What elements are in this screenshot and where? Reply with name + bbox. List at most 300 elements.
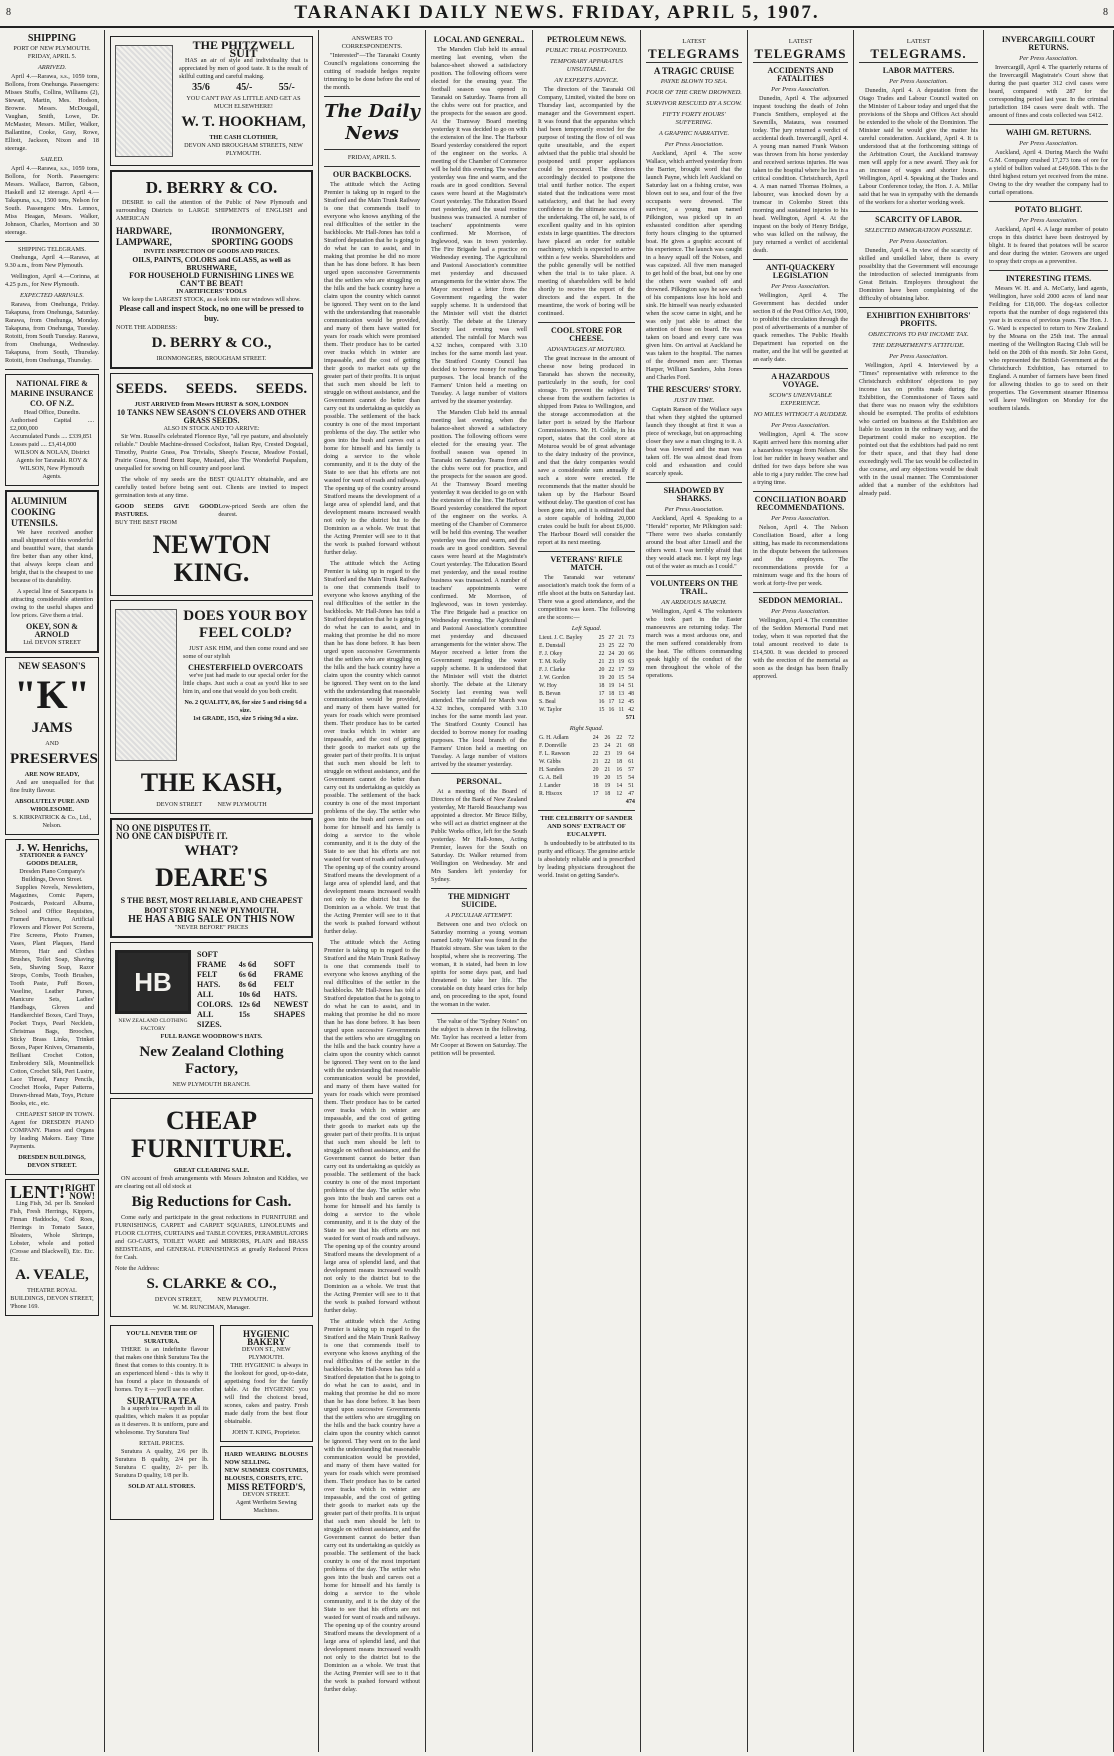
telegrams-heading: TELEGRAMS (647, 46, 741, 61)
shooter-name: W. Hoy (539, 683, 557, 689)
score-cell: 20 (592, 767, 599, 773)
deare-never: "NEVER BEFORE" PRICES (174, 924, 249, 931)
score-row (538, 766, 635, 774)
potato-text: Auckland, April 4. A large number of potato crops in this district have been destroyed by blight. It is feared that potatoes will be scarce and dear during the winter. Growers are urged to spray their crops as a preventive. (989, 226, 1108, 265)
sailed-text: April 4.—Rarawa, s.s., 1059 tons, Bollons, for North. Passengers: Messrs. Wallace, Barron, Gibson, Haskell and 12 steerage. April 4.—Takapuna, s.s., 1500 tons, Nelson for South. Passengers: Mrs. Lennox, Miss Heagan, Messrs. Walker, Johnson, Charles, Morrison and 30 steerage. (5, 165, 99, 236)
score-row (538, 758, 635, 766)
berry-invite: INVITE INSPECTION OF GOODS AND PRICES. (143, 248, 280, 255)
answers-text: "Interested"—The Taranaki County Council's regulations concerning the cutting of roadside hedges require trimming to be done before the end of the month. (324, 52, 420, 91)
shark-assoc: Per Press Association. (664, 506, 724, 513)
immigration-text: Dunedin, April 4. In view of the scarcity of skilled and unskilled labor, there is every possibility that the Government will encourage the introduction of selected immigrants from Great Britain. Employers throughout the Dominion have been complaining of the difficulty of obtaining labor. (859, 247, 978, 302)
hygienic-address: DEVON ST., NEW PLYMOUTH. (241, 1346, 291, 1361)
exhibition-text: Wellington, April 4. Interviewed by a "Times" representative with reference to the Christchurch exhibitors' objections to pay income tax on profits made during the Exhibition, the Commissioner of Taxes said that there was no reason why the exhibitors should be exempted. The profits of exhibitors who carried on business at the Exhibition are liable to taxation in the ordinary way, and the Department could make no exception. He pointed out that the exhibitors had paid no rent for their space, and that they had done exceedingly well. The tax would be collected in due course, and any objections would be dealt with in the usual manner. The Commissioner added that a number of the exhibitors had already paid. (859, 362, 978, 497)
kash-name: THE KASH, (140, 768, 283, 797)
shooter-name: Lieut. J. C. Bayley (539, 635, 583, 641)
score-cell: 22 (608, 667, 615, 673)
shooter-name: G. A. Bell (539, 775, 563, 781)
veterans-right-squad: Right Squad. (569, 725, 604, 732)
furniture-sale: GREAT CLEARING SALE. (173, 1167, 250, 1174)
hazardous-assoc: Per Press Association. (771, 422, 830, 429)
score-cell: 18 (592, 783, 599, 789)
leader-date: FRIDAY, APRIL 5. (347, 154, 397, 161)
score-cell: 12 (616, 791, 623, 797)
score-cell: 70 (628, 643, 634, 649)
personal-heading: PERSONAL. (456, 777, 502, 786)
score-row (538, 774, 635, 782)
score-cell: 22 (604, 759, 611, 765)
hb-price-5: 12s 6d (238, 1000, 261, 1009)
shooter-name: G. H. Adlam (539, 735, 569, 741)
scores-table-right (538, 734, 635, 798)
hb-caption: NEW ZEALAND CLOTHING FACTORY (118, 1018, 188, 1032)
berry-line-3: LAMPWARE, (116, 237, 172, 247)
immigration-assoc: Per Press Association. (889, 238, 948, 245)
exhibition-heading: EXHIBITION EXHIBITORS' PROFITS. (866, 311, 971, 328)
labor-heading: LABOR MATTERS. (882, 66, 955, 75)
phitzwell-ad (110, 36, 313, 166)
score-cell: 18 (598, 683, 605, 689)
exhibition-sub: OBJECTIONS TO PAY INCOME TAX. (868, 331, 969, 338)
immigration-heading: SELECTED IMMIGRATION POSSIBLE. (864, 227, 973, 234)
clarke-manager: W. M. RUNCIMAN, Manager. (173, 1304, 250, 1311)
score-cell: 11 (618, 707, 625, 713)
national-capital: Authorised Capital .... £2,000,000 (10, 417, 94, 432)
score-row (538, 682, 635, 690)
suratura-prices: Suratura A quality, 2/6 per lb. Suratura B quality, 2/4 per lb. Suratura C quality, 2/- per lb. Suratura D quality, 1/8 per lb. (115, 1448, 209, 1479)
waihi-text: Auckland, April 4. During March the Waihi G.M. Company crushed 17,273 tons of ore for a yield of bullion valued at £49,608. This is the third highest return yet received from the mine. Owing to the dry weather the company had to curtail operations. (989, 149, 1108, 196)
score-cell: 12 (618, 699, 625, 705)
score-row (538, 634, 635, 642)
score-cell: 20 (604, 775, 611, 781)
cool-store-text: The great increase in the amount of cheese now being produced in Taranaki has shown the necessity, particularly in the south, for cool storage. To prevent the subject of cheese from the southern factories is shipped from Patea to Wellington, and the storage accommodation at the latter port is seized by the Harbour Commissioners. Mr. H. Coldie, in his report, states that the cool store at Moturoa would be of great advantage to the dairy industry of the province, and that the dairy companies would save a considerable sum annually if such a store were erected. He recommends that the matter should be taken up by the Harbour Board without delay. The question of cost has been gone into, and it is estimated that a store capable of holding 20,000 crates could be built for about £6,000. The Harbour Board will consider the report at its next meeting. (538, 355, 635, 546)
phitzwell-text: HAS an air of style and individuality that is appreciated by men of good taste. It is the result of skilful cutting and careful making. (179, 57, 308, 80)
score-row (538, 742, 635, 750)
score-row (538, 790, 635, 798)
hb-price-2: 6s 6d (238, 970, 257, 979)
kash-quality-1: 1st GRADE, 15/3, size 5 rising 9d a size. (192, 715, 298, 722)
leader-heading: OUR BACKBLOCKS. (332, 170, 412, 179)
k-new-season: NEW SEASON'S (18, 661, 86, 671)
latest-label-3: LATEST (906, 38, 931, 45)
anti-quackery-heading: ANTI-QUACKERY LEGISLATION (765, 263, 836, 280)
hb-left-text: SOFT FRAME FELT HATS. ALL COLORS. ALL SIZES. (197, 950, 233, 1029)
score-cell: 63 (628, 659, 634, 665)
labor-text: Dunedin, April 4. A deputation from the Otago Trades and Labour Council waited on the Minister of Labour today and urged that the provisions of the Shops and Offices Act should be extended to the whole of the Dominion. The Minister said he would give the matter his careful consideration. Auckland, April 4. It is understood that at the forthcoming sittings of the Arbitration Court, the Auckland tramway men will apply for a new award. They ask for an increase of wages and shorter hours. Wellington, April 4. Speaking at the Trades and Labour Conference today, the Hon. J. A. Millar said that he was in sympathy with the demands of the workers for a shorter working week. (859, 87, 978, 206)
score-cell: 19 (608, 683, 615, 689)
berry-tools: IN ARTIFICERS' TOOLS (176, 288, 247, 295)
nz-clothing-name: New Zealand Clothing Factory, (139, 1044, 284, 1077)
retford-new: NEW SUMMER COSTUMES, BLOUSES, CORSETS, ETC. (224, 1467, 308, 1482)
k-preserves: PRESERVES (10, 751, 98, 767)
interesting-text: Messrs W. H. and A. McCarty, land agents, Wellington, have sold 2000 acres of land near Feilding for £18,000. The dog-tax collector reports that the number of dogs registered this year is in excess of previous years. The Hon. J. G. Ward is expected to return to New Zealand by the Moana on the 25th inst. The annual meeting of the Wellington Racing Club will be held on the 20th of this month. Sir John Gorst, who represented the British Government at the Christchurch Exhibition, has returned to England. A number of farmers have been fined for allowing thistles to go to seed on their properties. The Government steamer Hinemoa will leave Wellington on Monday for the southern islands. (989, 285, 1108, 412)
k-letter: "K" (14, 672, 90, 717)
column-2 (105, 30, 319, 1752)
hygienic-signature: JOHN T. KING, Proprietor. (231, 1429, 301, 1436)
expected-text: Rarawa, from Onehunga, Friday. Takapuna, from Onehunga, Saturday. Rarawa, from Onehunga, Monday. Takapuna, from Onehunga, Tuesday. Rotoiti, from South Tuesday. Rarawa, from Onehunga, Wednesday. Takapuna, from South, Thursday. Rotoiti, from Onehunga, Thursday. (5, 301, 99, 364)
page-number-right: 8 (1103, 7, 1108, 18)
column-3 (319, 30, 426, 1752)
score-cell: 22 (618, 643, 625, 649)
invercargill-text: Invercargill, April 4. The quarterly returns of the Invercargill Magistrate's Court show that during the past quarter 312 civil cases were heard, compared with 287 for the corresponding period last year. In the criminal jurisdiction 184 cases were dealt with. The amount of fines and costs collected was £412. (989, 64, 1108, 119)
hb-price-4: 10s 6d (238, 990, 261, 999)
accidents-assoc: Per Press Association. (771, 86, 830, 93)
score-cell: 24 (604, 743, 611, 749)
exhibition-sub-2: THE DEPARTMENT'S ATTITUDE. (872, 342, 965, 349)
cruise-sub-3: SURVIVOR RESCUED BY A SCOW. (646, 100, 742, 107)
berry-line-2: IRONMONGERY, (211, 226, 285, 236)
phitzwell-prices (179, 84, 308, 92)
k-text: And are unequalled for that fine fruity flavour. (10, 779, 94, 794)
petroleum-sub-1: PUBLIC TRIAL POSTPONED. (545, 47, 628, 54)
score-cell: 25 (598, 635, 605, 641)
hazardous-heading: A HAZARDOUS VOYAGE. (771, 372, 830, 389)
conciliation-text: Nelson, April 4. The Nelson Conciliation Board, after a long sitting, has made its recommendations in the dispute between the tailoresses and the employers. The recommendations provide for a minimum wage and fix the hours of work at forty-five per week. (753, 524, 848, 587)
hb-price-3: 8s 6d (238, 980, 257, 989)
furniture-ad (110, 1098, 313, 1317)
cruise-sub-5: A GRAPHIC NARRATIVE. (658, 130, 730, 137)
score-cell: 19 (618, 659, 625, 665)
midnight-heading: THE MIDNIGHT SUICIDE. (447, 892, 510, 909)
score-cell: 51 (628, 683, 634, 689)
kash-coat: CHESTERFIELD OVERCOATS (188, 663, 303, 672)
clarke-address: DEVON STREET, NEW PLYMOUTH. (154, 1296, 269, 1303)
national-agents: WILSON & NOLAN, District Agents for Taranaki. ROY & WILSON, New Plymouth Agents. (14, 449, 90, 480)
seeds-also: ALSO IN STOCK AND TO ARRIVE: (163, 425, 260, 432)
furniture-note: Note the Address: (115, 1265, 160, 1272)
suratura-text: THERE is an indefinite flavour that makes one think Suratura Tea the finest that comes to this country. It is an experienced blend - this is why it has found a place in thousands of homes. Try it — you'll use no other. (115, 1346, 209, 1393)
aluminium-title: ALUMINIUM COOKING UTENSILS. (11, 496, 67, 528)
hygienic-text: THE HYGIENIC is always in the lookout for good, up-to-date, appetising food for the family table. At the HYGIENIC you will find the choicest bread, scones, cakes and pastry. Fresh made daily from the best flour obtainable. (224, 1362, 308, 1425)
hb-full: FULL RANGE WOODROW'S HATS. (160, 1033, 263, 1040)
seddon-assoc: Per Press Association. (771, 608, 830, 615)
score-cell: 23 (608, 659, 615, 665)
deare-ad (110, 818, 313, 938)
cruise-text: Auckland, April 4. The scow Wallace, which arrived yesterday from the Barrier, brought word that the launch Payne, which left Auckland on Saturday last on a fishing cruise, was blown out to sea, and four of the five occupants were drowned. The survivor, a young man named Pilkington, was picked up in an exhausted condition after spending forty hours clinging to the upturned boat. He gives a graphic account of his experience. The launch was caught in a heavy squall off the Noises, and was capsized. All five men managed to get hold of the boat, but one by one the others were washed off and drowned. Pilkington says he saw each of his companions lose his hold and sink. He himself was nearly exhausted when the scow came in sight, and he was only just able to attract the attention of those on board. He was taken on board and every care was given him. On arrival at Auckland he was taken to the hospital. The names of the drowned men are: Thomas Harper, William Sanders, John Jones and Charles Ford. (646, 150, 742, 381)
k-ready: ARE NOW READY, (24, 771, 80, 778)
hb-price-6: 15s (238, 1010, 250, 1019)
shooter-name: R. Hiscox (539, 791, 563, 797)
hb-logo: HB (115, 950, 191, 1014)
score-cell: 15 (618, 675, 625, 681)
deare-sale: HE HAS A BIG SALE ON THIS NOW (128, 914, 295, 925)
score-row (538, 650, 635, 658)
price-1: 35/6 (192, 82, 210, 93)
invercargill-assoc: Per Press Association. (1019, 55, 1078, 62)
shooter-name: J. W. Gordon (539, 675, 570, 681)
score-row (538, 698, 635, 706)
arrived2-text: Onehunga, April 4.—Rarawa, at 9.30 a.m., from New Plymouth. (5, 254, 99, 269)
score-row (538, 642, 635, 650)
veale-phone: 'Phone 169. (10, 1303, 39, 1310)
column-6 (641, 30, 748, 1752)
deare-name: DEARE'S (155, 863, 268, 892)
suratura-never: YOU'LL NEVER THE OF SURATURA. (126, 1330, 198, 1345)
cruise-sub-2: FOUR OF THE CREW DROWNED. (646, 89, 742, 96)
suratura-title: SURATURA TEA (127, 1396, 197, 1406)
suratura-sold: SOLD AT ALL STORES. (128, 1483, 196, 1490)
score-row (538, 706, 635, 714)
seeds-arrived: JUST ARRIVED from Messrs HURST & SON, LONDON (134, 401, 289, 408)
shark-heading: SHADOWED BY SHARKS. (663, 486, 725, 503)
veale-ad (5, 1179, 99, 1316)
deare-what: WHAT? (184, 843, 239, 859)
henrichs-sub: STATIONER & FANCY GOODS DEALER, (19, 852, 85, 867)
score-cell: 25 (608, 643, 615, 649)
seddon-text: Wellington, April 4. The committee of the Seddon Memorial Fund met today, when it was reported that the total amount received to date is £14,500. It was decided to proceed with the erection of the memorial as soon as the design has been finally approved. (753, 617, 848, 680)
cruise-sub-1: PAYNE BLOWN TO SEA. (660, 78, 728, 85)
k-jams: JAMS (31, 720, 73, 736)
score-cell: 14 (618, 683, 625, 689)
interesting-heading: INTERESTING ITEMS. (1005, 274, 1092, 283)
midnight-sub: A PECULIAR ATTEMPT. (445, 912, 513, 919)
national-losses: Losses paid .... £3,414,000 (10, 441, 77, 448)
local-heading: LOCAL AND GENERAL. (433, 35, 525, 44)
rescue-text: Captain Ranson of the Wallace says that when they sighted the upturned launch they thought at first it was a piece of wreckage, but on approaching closer they saw a man clinging to it. A boat was lowered and the man was taken off. He was almost dead from cold and exhaustion and could scarcely speak. (646, 406, 742, 477)
score-cell: 45 (628, 699, 634, 705)
anti-quackery-assoc: Per Press Association. (771, 283, 830, 290)
berry-name: D. BERRY & CO. (145, 178, 278, 197)
okey-name: OKEY, SON & ARNOLD (26, 622, 78, 639)
aluminium-ad (5, 490, 99, 653)
cruise-assoc: Per Press Association. (664, 141, 724, 148)
sailed2-text: Wellington, April 4.—Corinna, at 4.25 p.m., for New Plymouth. (5, 273, 99, 288)
score-cell: 73 (628, 635, 634, 641)
score-cell: 22 (616, 735, 623, 741)
score-cell: 57 (628, 767, 634, 773)
hazardous-sub: SCOW'S UNENVIABLE EXPERIENCE. (769, 392, 832, 407)
kash-quality-2: No. 2 QUALITY, 8/6, for size 5 and rising 6d a size. (184, 699, 307, 714)
notes-text: The value of the "Sydney Notes" on the subject is shown in the following. Mr. Taylor has received a letter from Mr Cooper at Bowen on Saturday. The petition will be presented. (431, 1018, 527, 1057)
henrichs-text: Supplies Novels, Newsletters, Magazines, Comic Papers, Postcards, Postcard Albums, School and Office Requisites, Framed Pictures, Artificial Flowers and Flower Pot Screens, Fire Screens, Photo Frames, Vases, Plant Plaques, Hand Mirrors, Hair and Clothes Brushes, Toilet Soap, Shaving Sets, Shaving Soap, Razor Strops, Combs, Tooth Brushes, Tooth Paste, Puff Boxes, Vaseline, Leather Purses, Manicure Sets, Ladies' Handbags, Gloves and Handkerchief Boxes, Card Trays, Pocket Trays, Pearl Necklets, Christmas Bags, Brooches, Sticky Brass Links, Trinket Boxes, Paper Knives, Ornaments, Brilliant Crochet Cotton, Embroidery Silk, Mountmellick Cotton, Crochet Silk, Peri Lustre, Lace Thread, Fancy Pencils, Crochet Hooks, Paper Patterns, Drawn-thread Mats, Toys, Picture Books, etc., etc. (10, 884, 94, 1107)
score-cell: 68 (628, 743, 634, 749)
kash-question: DOES YOUR BOY FEEL COLD? (183, 608, 308, 641)
seeds-best: The whole of my seeds are the BEST QUALITY obtainable, and are carefully tested before being sent out. Clients are invited to inspect germination tests at any time. (115, 476, 308, 499)
daily-news-logo: The Daily News (324, 101, 420, 144)
telegrams-heading-3: TELEGRAMS. (870, 46, 967, 61)
column-7 (748, 30, 854, 1752)
seddon-heading: SEDDON MEMORIAL. (758, 596, 843, 605)
personal-text: At a meeting of the Board of Directors of the Bank of New Zealand yesterday, Mr Harold Beauchamp was appointed a director. Mr Bruce Bilby, who will act as district engineer at the Public Works office, left for the South yesterday. Mr Hall-Jones, Acting Premier, leaves for the South on Saturday. Dr. Walker returned from Wellington on Wednesday. Mr and Mrs Sanders left yesterday for Sydney. (431, 788, 527, 883)
berry-oils: OILS, PAINTS, COLORS and GLASS, as well as BRUSHWARE, (132, 255, 291, 272)
aluminium-text: We have received another small shipment of this wonderful and beautiful ware, that stands fire better than any other kind, that always keeps clean and bright, that is the cheapest to use because of its durability. (11, 529, 93, 584)
kash-address: DEVON STREET NEW PLYMOUTH (156, 801, 267, 808)
seeds-tons: 10 TANKS NEW SEASON'S CLOVERS AND OTHER GRASS SEEDS. (117, 408, 306, 425)
score-cell: 20 (598, 667, 605, 673)
shooter-name: F. Domville (539, 743, 567, 749)
veterans-heading: VETERANS' RIFLE MATCH. (550, 555, 623, 572)
national-insurance-ad (5, 374, 99, 486)
telegrams-heading-2: TELEGRAMS (754, 46, 847, 61)
score-cell: 23 (598, 643, 605, 649)
port-heading: PORT OF NEW PLYMOUTH. (13, 45, 91, 52)
veterans-text: The Taranaki war veterans' association's match took the form of a rifle shoot at the butts on Saturday last. There was a good attendance, and the competition was keen. The following are the scores:— (538, 574, 635, 621)
rescue-sub: JUST IN TIME. (673, 397, 715, 404)
latest-label: LATEST (682, 38, 706, 45)
score-cell: 20 (618, 651, 625, 657)
shipping-title: SHIPPING (27, 33, 77, 44)
seeds-low: Low-priced Seeds are often the dearest. (218, 503, 308, 518)
score-cell: 51 (628, 783, 634, 789)
veale-address: THEATRE ROYAL BUILDINGS, DEVON STREET, (10, 1287, 94, 1302)
henrichs-name: J. W. Henrichs, (16, 842, 88, 854)
volunteers-heading: VOLUNTEERS ON THE TRAIL. (650, 579, 738, 596)
shooter-name: F. L. Rawson (539, 751, 570, 757)
score-cell: 24 (608, 651, 615, 657)
hb-hats-ad (110, 942, 313, 1094)
aluminium-special: A special line of Saucepans is attracting considerable attention owing to the useful shapes and low prices. Give them a trial. (11, 588, 93, 619)
score-cell: 26 (604, 735, 611, 741)
column-9 (984, 30, 1114, 1752)
veale-name: A. VEALE, (15, 1267, 89, 1283)
national-title: NATIONAL FIRE & MARINE INSURANCE CO. OF N.Z. (10, 379, 94, 408)
cruise-sub-4: FIFTY FORTY HOURS' SUFFERING. (662, 111, 726, 126)
score-cell: 59 (628, 667, 634, 673)
score-cell: 16 (608, 707, 615, 713)
score-cell: 48 (628, 691, 634, 697)
conciliation-heading: CONCILIATION BOARD RECOMMENDATIONS. (754, 495, 847, 512)
column-4 (426, 30, 533, 1752)
suratura-ad (110, 1325, 214, 1520)
price-3: 55/- (278, 82, 295, 93)
cool-store-sub: ADVANTAGES AT MOTURO. (547, 346, 626, 353)
k-maker: S. KIRKPATRICK & Co., Ltd., Nelson. (12, 814, 92, 829)
score-row (538, 734, 635, 742)
hookham-sub: THE CASH CLOTHIER, (209, 134, 278, 141)
berry-house: FOR HOUSEHOLD FURNISHING LINES WE CAN'T BE BEAT! (129, 271, 294, 288)
hb-price-1: 4s 6d (238, 960, 257, 969)
score-row (538, 690, 635, 698)
shooter-name: F. J. Clarke (539, 667, 566, 673)
score-cell: 13 (618, 691, 625, 697)
score-cell: 27 (608, 635, 615, 641)
kash-text2: we've just had made to our special order for the little chaps. Just such a coat as you'd like to see him in, and one that would do you both credit. (183, 672, 308, 695)
berry-footer-sub: IRONMONGERS, BROUGHAM STREET. (156, 355, 267, 362)
score-cell: 20 (608, 675, 615, 681)
price-2: 45/- (236, 82, 253, 93)
shooter-name: T. M. Kelly (539, 659, 566, 665)
shipping-date: FRIDAY, APRIL 5. (27, 53, 77, 60)
score-cell: 64 (628, 751, 634, 757)
shooter-name: J. Lander (539, 783, 561, 789)
score-row (538, 782, 635, 790)
newspaper-title: TARANAKI DAILY NEWS. FRIDAY, APRIL 5, 1907. (294, 2, 820, 23)
berry-ad (110, 170, 313, 369)
k-jams-ad (5, 657, 99, 835)
deare-line-2: NO ONE CAN DISPUTE IT. (116, 831, 228, 841)
score-cell: 19 (604, 783, 611, 789)
volunteers-sub: AN ARDUOUS MARCH. (661, 599, 727, 606)
score-cell: 21 (592, 759, 599, 765)
veterans-left-squad: Left Squad. (571, 625, 602, 632)
lent-heading: LENT! (10, 1182, 66, 1202)
column-5 (533, 30, 641, 1752)
kash-text: JUST ASK HIM, and then come round and see some of our stylish (183, 645, 308, 660)
score-cell: 18 (616, 759, 623, 765)
deare-text: S THE BEST, MOST RELIABLE, AND CHEAPEST BOOT STORE IN NEW PLYMOUTH. (120, 896, 303, 915)
score-cell: 16 (616, 767, 623, 773)
score-cell: 17 (598, 691, 605, 697)
newton-king-name: NEWTON KING. (152, 530, 271, 587)
potato-assoc: Per Press Association. (1019, 217, 1078, 224)
berry-footer: D. BERRY & CO., (151, 335, 272, 351)
retford-ad (220, 1446, 314, 1520)
furniture-text: ON account of fresh arrangements with Messrs Johnston and Kiddies, we are clearing out all old stock at (115, 1175, 308, 1190)
invercargill-heading: INVERCARGILL COURT RETURNS. (1001, 35, 1096, 52)
score-cell: 16 (598, 699, 605, 705)
score-cell: 19 (598, 675, 605, 681)
nz-clothing-branch: NEW PLYMOUTH BRANCH. (172, 1081, 251, 1088)
score-cell: 66 (628, 651, 634, 657)
henrichs-footer: DRESDEN BUILDINGS, DEVON STREET. (18, 1154, 86, 1169)
berry-note: NOTE THE ADDRESS: (116, 324, 178, 331)
retford-agent: Agent Wertheim Sewing Machines. (235, 1499, 297, 1514)
petroleum-text: The directors of the Taranaki Oil Company, Limited, visited the bore on Thursday last, accompanied by the manager and the Government expert. It was found that the apparatus which had been temporarily erected for the purpose of testing the flow of oil was quite unsuitable, and the expert advised that the public trial should be postponed until proper appliances could be procured. The directors accordingly decided to postpone the trial until further notice. The expert stated that the indications were most satisfactory, and that he had every confidence in the ultimate success of the undertaking. The oil, he said, is of excellent quality and in his opinion exists in large quantities. The directors have placed an order for suitable machinery, which is expected to arrive within a few weeks. Shareholders and the public generally will be notified when the trial is to take place. A meeting of shareholders will be held shortly to receive the report of the directors and the expert. In the meantime, the work of boring will be continued. (538, 86, 635, 317)
volunteers-text: Wellington, April 4. The volunteers who took part in the Easter manoeuvres are returning today. The march was a most arduous one, and the men suffered considerably from the heat. The officers commanding speak highly of the conduct of the men throughout the whole of the operations. (646, 608, 742, 679)
shooter-name: E. Dunstall (539, 643, 566, 649)
midnight-text: Between one and two o'clock on Saturday morning a young woman named Lotty Walker was found in the Huatoki stream. She was taken to the hospital, where she is recovering. The woman, it is stated, had been in low spirits for some days past, and had threatened to take her life. The constable on duty heard cries for help and, on proceeding to the spot, found the woman in the water. (431, 921, 527, 1008)
score-cell: 24 (592, 735, 599, 741)
leader-text-3: The attitude which the Acting Premier is taking up in regard to the Stratford and the Main Trunk Railway is one that commends itself to everyone who knows anything of the real difficulties of the settler in the backblocks. Mr Hall-Jones has told a Stratford deputation that he is going to do what he can to assist, and in making that promise he did no more than he has done before. It has been urged upon successive Governments that the settlers who are struggling on the hills and the back country have a claim upon the country which cannot be ignored. They went on to the land with the understanding that reasonable communication would be provided, and many of them have waited for years for roads which were promised them. Their produce has to be carted over tracks which in winter are impassable, and the cost of getting their goods to market eats up the greater part of their profits. It is unjust that such men should be left to struggle on without assistance, and the Government cannot do better than carry out its undertaking as quickly as possible. The settlement of the back country is one of the most important problems of the day. The settler who goes into the bush and carves out a home for himself and his family is doing a service to the whole community, and it is the duty of the State to see that his efforts are not wasted for want of roads and railways. The opening up of the country around Stratford means the development of a large area of splendid land, and that development means increased wealth not only to the district but to the Dominion as a whole. We trust that the Acting Premier will see to it that the work is pushed forward without further delay. (324, 939, 420, 1314)
score-row (538, 658, 635, 666)
local-text: The Marsden Club held its annual meeting last evening, when the balance-sheet showed a satisfactory position. The following officers were elected for the ensuing year. The football season was opened in Taranaki on Saturday. Teams from all the clubs were out for practice, and the prospects for the season are good. At the Tramway Board meeting yesterday it was decided to go on with the extension of the line. The Harbour Board yesterday considered the report of the engineer on the works. A meeting of the Chamber of Commerce will be held this evening. The weather yesterday was fine and warm, and the roads are in good condition. Several cases were heard at the Magistrate's Court yesterday. The Education Board met yesterday, and the usual routine business was transacted. A number of teachers' appointments were confirmed. Mr Morrison, of Inglewood, was in town yesterday. The Fire Brigade had a practice on Wednesday evening. The Agricultural and Pastoral Association's committee met yesterday and discussed arrangements for the winter show. The Mayor received a letter from the Government regarding the water supply scheme. It is understood that the Minister will visit the district shortly. The debate at the Literary Society last evening was well attended. The rainfall for March was 4.32 inches, compared with 3.10 inches for the same month last year. The Stratford County Council has decided to borrow money for roading purposes. The local branch of the Farmers' Union held a meeting on Tuesday. A large number of visitors arrived by the steamer yesterday. (431, 46, 527, 405)
score-cell: 47 (628, 791, 634, 797)
page-number-left: 8 (6, 7, 11, 18)
score-row (538, 666, 635, 674)
arrived-heading: ARRIVED. (37, 64, 67, 71)
lent-items: Ling Fish, 3d. per lb. Smoked Fish, Fresh Herrings, Kippers, Finnan Haddocks, Cod Roes, Herrings in Tomato Sauce, Bloaters, Whole Shrimps, Lobster, whole and potted (Crosse and Blackwell), Etc. Etc. Etc. (10, 1200, 94, 1263)
latest-label-2: LATEST (788, 38, 813, 45)
accidents-heading: ACCIDENTS AND FATALITIES (767, 66, 834, 83)
score-cell: 21 (598, 659, 605, 665)
column-8 (854, 30, 984, 1752)
score-cell: 18 (608, 691, 615, 697)
berry-text: DESIRE to call the attention of the Public of New Plymouth and surrounding Districts to LARGE SHIPMENTS of ENGLISH and AMERICAN (116, 199, 307, 222)
shooter-name: S. Beal (539, 699, 556, 705)
scores-table-left (538, 634, 635, 714)
petroleum-heading: PETROLEUM NEWS. (546, 35, 627, 44)
score-cell: 18 (604, 791, 611, 797)
rescue-heading: THE RESCUERS' STORY. (646, 385, 742, 394)
score-cell: 19 (592, 775, 599, 781)
column-1 (0, 30, 105, 1752)
score-cell: 23 (592, 743, 599, 749)
score-cell: 72 (628, 735, 634, 741)
suratura-text2: Is a superb tea — superb in all its qualities, which makes it as popular as it deserves. It is uniform, pure and wholesome. Try Suratura Tea! (115, 1405, 209, 1436)
henrichs-ad (5, 839, 99, 1175)
anti-quackery-text: Wellington, April 4. The Government has decided under section 8 of the Post Office Act, 1900, to prohibit the circulation through the post of advertisements of a number of quack remedies. The Public Health Department has reported on the matter, and the list will be gazetted at an early date. (753, 292, 848, 363)
answers-heading: ANSWERS TO CORRESPONDENTS. (341, 35, 403, 50)
waihi-assoc: Per Press Association. (1019, 140, 1078, 147)
score-row (538, 674, 635, 682)
cool-store-heading: COOL STORE FOR CHEESE. (551, 326, 622, 343)
petroleum-sub-2: TEMPORARY APPARATUS UNSUITABLE. (550, 58, 623, 73)
left-total: 571 (625, 714, 635, 721)
right-total: 474 (625, 798, 635, 805)
leader-text-4: The attitude which the Acting Premier is taking up in regard to the Stratford and the Main Trunk Railway is one that commends itself to everyone who knows anything of the real difficulties of the settler in the backblocks. Mr Hall-Jones has told a Stratford deputation that he is going to do what he can to assist, and in making that promise he did no more than he has done before. It has been urged upon successive Governments that the settlers who are struggling on the hills and the back country have a claim upon the country which cannot be ignored. They went on to the land with the understanding that reasonable communication would be provided, and many of them have waited for years for roads which were promised them. Their produce has to be carted over tracks which in winter are impassable, and the cost of getting their goods to market eats up the greater part of their profits. It is unjust that such men should be left to struggle on without assistance, and the Government cannot do better than carry out its undertaking as quickly as possible. The settlement of the back country is one of the most important problems of the day. The settler who goes into the bush and carves out a home for himself and his family is doing a service to the whole community, and it is the duty of the State to see that his efforts are not wasted for want of roads and railways. The opening up of the country around Stratford means the development of a large area of splendid land, and that development means increased wealth not only to the district but to the Dominion as a whole. We trust that the Acting Premier will see to it that the work is pushed forward without further delay. (324, 1318, 420, 1693)
accidents-text: Dunedin, April 4. The adjourned inquest touching the death of John Francis Smithers, employed at the Sawmills, Mataura, was resumed today. The jury returned a verdict of accidental death. Invercargill, April 4. A young man named Frank Watson was thrown from his horse yesterday and received serious injuries. He was taken to the hospital where he lies in a critical condition. Christchurch, April 4. A man named Thomas Holmes, a labourer, was knocked down by a tramcar in Colombo Street this morning and sustained injuries to his head. Wellington, April 4. At the inquest on the body of Henry Bridge, who was killed on the railway, the jury returned a verdict of accidental death. (753, 95, 848, 254)
retford-hard: HARD WEARING BLOUSES NOW SELLING. (224, 1451, 308, 1466)
hazardous-sub-2: NO MILES WITHOUT A RUDDER. (753, 411, 848, 418)
shooter-name: W. Taylor (539, 707, 562, 713)
score-cell: 15 (616, 775, 623, 781)
celebrity-heading: THE CELEBRITY OF SANDER AND SONS' EXTRACT OF EUCALYPTI. (540, 815, 633, 838)
exhibition-assoc: Per Press Association. (889, 353, 948, 360)
score-cell: 22 (598, 651, 605, 657)
score-cell: 54 (628, 675, 634, 681)
hookham-name: W. T. HOOKHAM, (181, 114, 306, 130)
score-cell: 61 (628, 759, 634, 765)
berry-line-4: SPORTING GOODS (211, 237, 293, 247)
